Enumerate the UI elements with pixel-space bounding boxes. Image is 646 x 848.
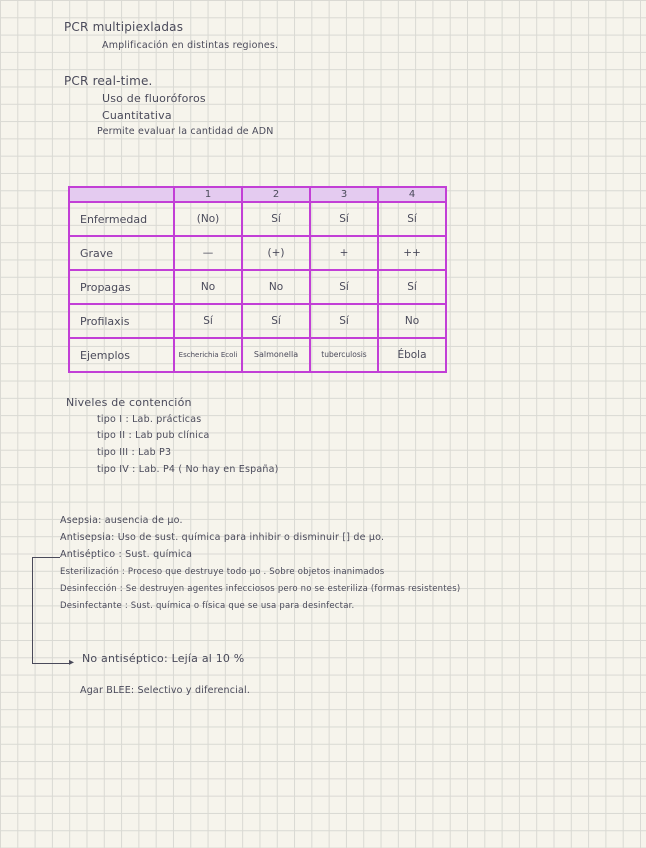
pcr-realtime-line2: Cuantitativa <box>102 109 172 122</box>
table-cell: Sí <box>242 202 310 236</box>
table-cell: tuberculosis <box>310 338 378 372</box>
table-cell: Sí <box>242 304 310 338</box>
arrow-right-icon: ▸ <box>69 657 75 668</box>
containment-level-2: tipo II : Lab pub clínica <box>97 430 210 441</box>
table-cell: Sí <box>378 202 446 236</box>
table-cell: No <box>174 270 242 304</box>
row-label: Enfermedad <box>69 202 174 236</box>
table-cell: Sí <box>310 304 378 338</box>
table-cell: + <box>310 236 378 270</box>
pcr-multiplexed-title: PCR multipiexladas <box>64 20 184 34</box>
def-desinfectante: Desinfectante : Sust. química o física que se usa para desinfectar. <box>60 601 355 611</box>
containment-table <box>68 186 447 373</box>
pcr-multiplexed-desc: Amplificación en distintas regiones. <box>102 40 279 51</box>
table-row <box>69 304 446 338</box>
table-cell: (No) <box>174 202 242 236</box>
table-row <box>69 202 446 236</box>
table-row <box>69 236 446 270</box>
def-asepsia: Asepsia: ausencia de µo. <box>60 515 183 526</box>
containment-levels-title: Niveles de contención <box>66 396 192 409</box>
table-cell: Ébola <box>378 338 446 372</box>
pcr-realtime-line1: Uso de fluoróforos <box>102 92 206 105</box>
table-cell: Sí <box>378 270 446 304</box>
table-cell: No <box>378 304 446 338</box>
row-label: Profilaxis <box>69 304 174 338</box>
table-cell: — <box>174 236 242 270</box>
def-antisepsia: Antisepsia: Uso de sust. química para inhibir o disminuir [] de µo. <box>60 532 385 543</box>
containment-level-4: tipo IV : Lab. P4 ( No hay en España) <box>97 464 279 475</box>
table-cell: Sí <box>174 304 242 338</box>
table-row <box>69 270 446 304</box>
bracket-line-top <box>32 557 60 558</box>
table-cell: Salmonella <box>242 338 310 372</box>
table-cell: Sí <box>310 202 378 236</box>
pcr-realtime-line3: Permite evaluar la cantidad de ADN <box>97 126 274 137</box>
containment-level-3: tipo III : Lab P3 <box>97 447 172 458</box>
header-cell: 1 <box>174 187 242 202</box>
pcr-realtime-title: PCR real-time. <box>64 74 153 88</box>
table-cell: Sí <box>310 270 378 304</box>
table-cell: (+) <box>242 236 310 270</box>
header-cell <box>69 187 174 202</box>
table-cell: ++ <box>378 236 446 270</box>
def-antiseptico: Antiséptico : Sust. química <box>60 549 193 560</box>
containment-level-1: tipo I : Lab. prácticas <box>97 414 202 425</box>
bracket-line-bottom <box>32 663 70 664</box>
def-no-antiseptico: No antiséptico: Lejía al 10 % <box>82 652 245 665</box>
def-agar-blee: Agar BLEE: Selectivo y diferencial. <box>80 685 251 696</box>
def-desinfeccion: Desinfección : Se destruyen agentes infecciosos pero no se esteriliza (formas resistentes) <box>60 584 461 594</box>
row-label: Ejemplos <box>69 338 174 372</box>
header-cell: 4 <box>378 187 446 202</box>
row-label: Grave <box>69 236 174 270</box>
header-cell: 2 <box>242 187 310 202</box>
header-cell: 3 <box>310 187 378 202</box>
table-row <box>69 338 446 372</box>
row-label: Propagas <box>69 270 174 304</box>
table-header-row <box>69 187 446 202</box>
table-cell: Escherichia Ecoli <box>174 338 242 372</box>
bracket-line-vertical <box>32 557 33 663</box>
def-esterilizacion: Esterilización : Proceso que destruye todo µo . Sobre objetos inanimados <box>60 567 385 577</box>
table-cell: No <box>242 270 310 304</box>
